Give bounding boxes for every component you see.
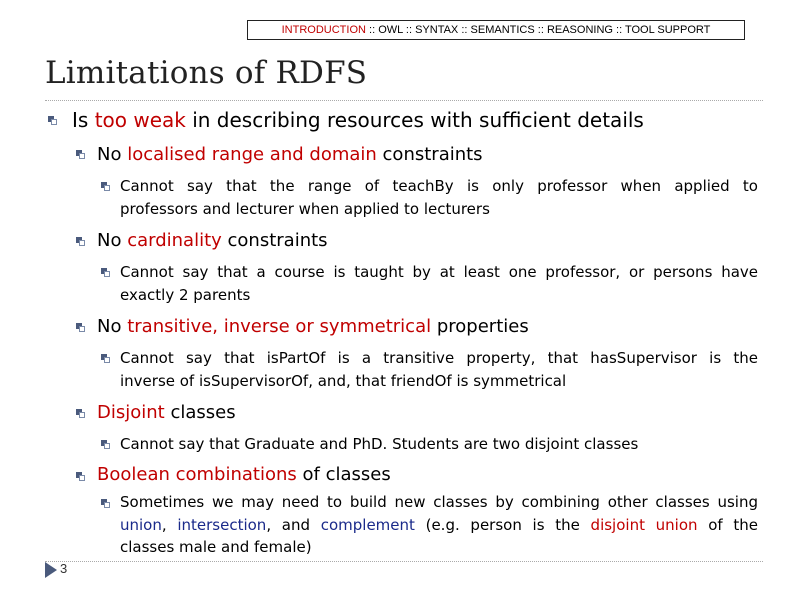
bullet-icon: [101, 354, 111, 364]
bullet-icon: [76, 150, 86, 160]
bullet-icon: [76, 323, 86, 333]
play-arrow-icon: [45, 562, 57, 578]
bullet-icon: [101, 268, 111, 278]
bullet-localised-range: No localised range and domain constraints: [97, 144, 483, 165]
title-divider: [45, 100, 763, 101]
footer-divider: [45, 561, 763, 562]
sub-bullet-boolean-line2: union, intersection, and complement (e.g. person is the disjoint union of the: [120, 516, 758, 534]
nav-current[interactable]: INTRODUCTION: [281, 24, 366, 36]
sub-bullet-text: Sometimes we may need to build new classes by combining other classes using: [120, 493, 758, 511]
sub-bullet-text: Cannot say that isPartOf is a transitive property, that hasSupervisor is the: [120, 349, 758, 367]
sub-bullet-text: exactly 2 parents: [120, 286, 251, 304]
bullet-icon: [76, 409, 86, 419]
nav-tool-support[interactable]: TOOL SUPPORT: [624, 24, 711, 36]
sub-bullet-text: Cannot say that the range of teachBy is only professor when applied to: [120, 177, 758, 195]
bullet-icon: [101, 182, 111, 192]
bullet-icon: [48, 116, 58, 126]
sub-bullet-text: Cannot say that Graduate and PhD. Students are two disjoint classes: [120, 435, 639, 453]
main-bullet: Is too weak in describing resources with sufficient details: [72, 108, 644, 132]
nav-syntax[interactable]: SYNTAX: [415, 24, 459, 36]
nav-semantics[interactable]: SEMANTICS: [470, 24, 535, 36]
bullet-icon: [101, 499, 111, 509]
bullet-disjoint: Disjoint classes: [97, 402, 236, 423]
bullet-boolean: Boolean combinations of classes: [97, 464, 391, 485]
nav-reasoning[interactable]: REASONING: [546, 24, 613, 36]
sub-bullet-text: Cannot say that a course is taught by at least one professor, or persons have: [120, 263, 758, 281]
bullet-icon: [76, 237, 86, 247]
bullet-icon: [101, 440, 111, 450]
bullet-transitive: No transitive, inverse or symmetrical properties: [97, 316, 529, 337]
sub-bullet-text: professors and lecturer when applied to lecturers: [120, 200, 490, 218]
slide-title: Limitations of RDFS: [45, 55, 368, 91]
bullet-cardinality: No cardinality constraints: [97, 230, 328, 251]
bullet-icon: [76, 472, 86, 482]
section-nav: INTRODUCTION :: OWL :: SYNTAX :: SEMANTICS :: REASONING :: TOOL SUPPORT: [247, 20, 745, 40]
sub-bullet-text: classes male and female): [120, 538, 312, 556]
sub-bullet-text: inverse of isSupervisorOf, and, that friendOf is symmetrical: [120, 372, 567, 390]
page-number: 3: [60, 561, 68, 576]
nav-owl[interactable]: OWL: [378, 24, 403, 36]
